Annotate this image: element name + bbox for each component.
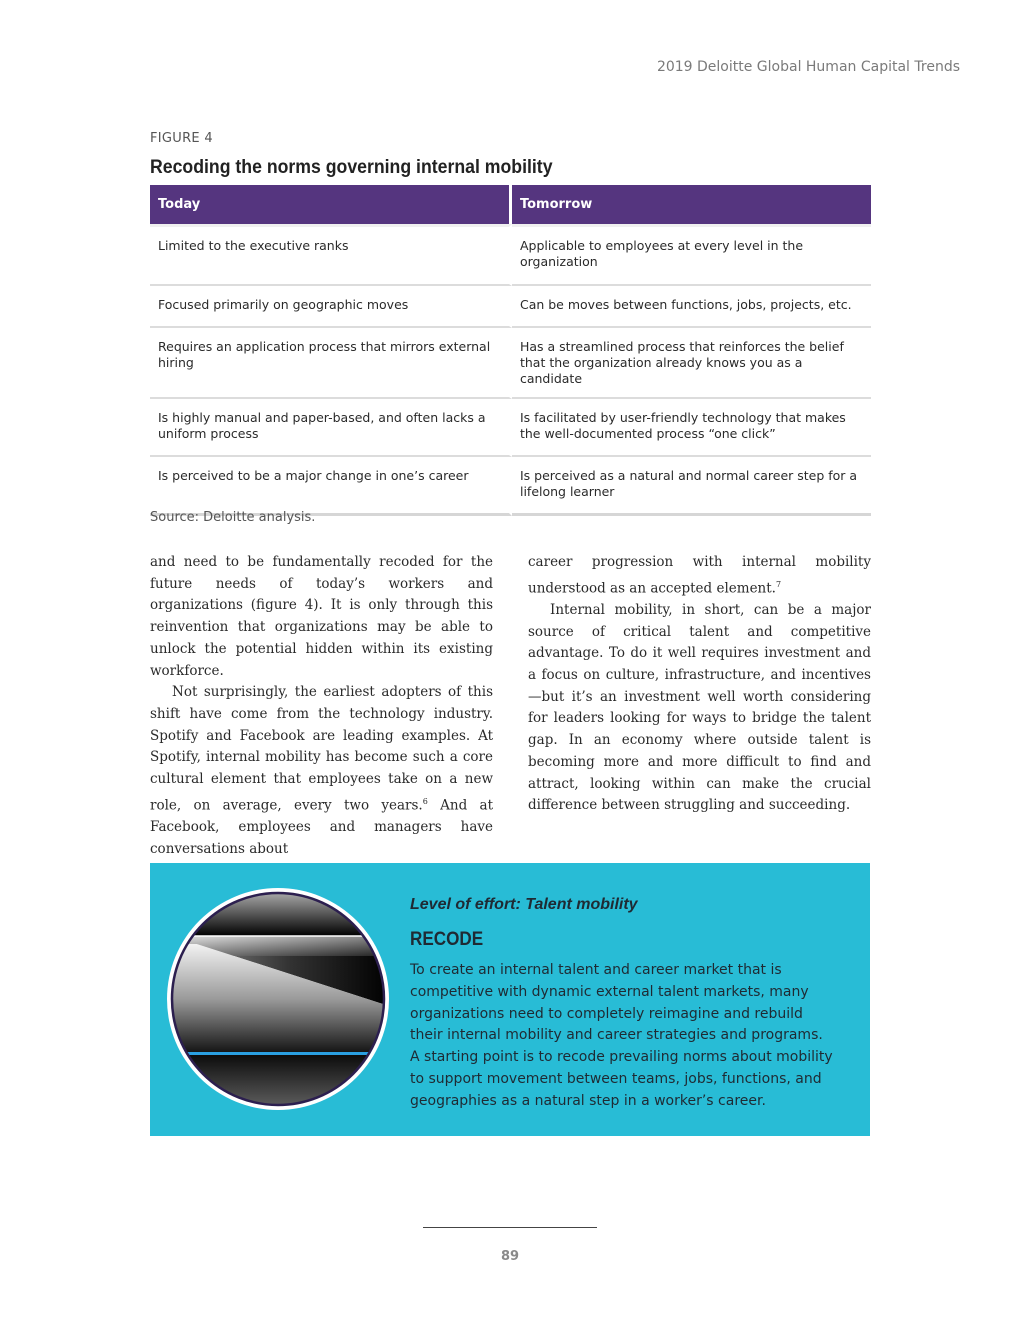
callout-heading: RECODE	[410, 929, 484, 950]
page-number: 89	[500, 1249, 520, 1264]
level-of-effort-callout	[150, 863, 870, 1136]
body-paragraph: Internal mobility, in short, can be a major source of critical talent and competitive advantage. To do it well requires investment and a focus on culture, infrastructure, and incentives—but it’s an investment well worth considering for leaders looking for ways to bridge the talent gap. In an economy where outside talent is becoming more and more difficult to find and attract, looking within can make the crucial difference between struggling and succeeding.	[528, 601, 871, 814]
running-header: 2019 Deloitte Global Human Capital Trends	[656, 59, 960, 75]
cell-today: Is perceived to be a major change in one’s career	[150, 457, 512, 516]
body-column-left	[150, 552, 493, 860]
table-row	[150, 457, 871, 516]
table-row	[150, 328, 871, 399]
column-header-today: Today	[150, 185, 512, 224]
cell-today: Is highly manual and paper-based, and often lacks a uniform process	[150, 399, 512, 457]
cell-today: Requires an application process that mirrors external hiring	[150, 328, 512, 399]
table-row	[150, 286, 871, 328]
body-text: And at Facebook, employees and managers have conversations about	[150, 797, 493, 857]
footer-divider	[423, 1227, 597, 1228]
endnote-ref[interactable]: 6	[422, 796, 428, 806]
cell-tomorrow: Has a streamlined process that reinforces the belief that the organization already knows you as a candidate	[512, 328, 871, 399]
cell-today: Focused primarily on geographic moves	[150, 286, 512, 328]
norms-table	[150, 185, 871, 516]
cell-tomorrow: Is perceived as a natural and normal career step for a lifelong learner	[512, 457, 871, 516]
body-paragraph: and need to be fundamentally recoded for the future needs of today’s workers and organizations (figure 4). It is only through this reinvention that organizations may be able to unlock the potential hidden within its existing workforce.	[150, 554, 493, 679]
figure-label: FIGURE 4	[150, 131, 213, 146]
body-column-right	[528, 552, 871, 817]
cell-today: Limited to the executive ranks	[150, 224, 512, 286]
table-row	[150, 224, 871, 286]
talent-mobility-illustration	[167, 888, 389, 1110]
cell-tomorrow: Is facilitated by user-friendly technology that makes the well-documented process “one click”	[512, 399, 871, 457]
table-header-row	[150, 185, 871, 224]
figure-source: Source: Deloitte analysis.	[150, 510, 316, 525]
figure-title: Recoding the norms governing internal mobility	[150, 157, 553, 178]
body-paragraph	[528, 552, 871, 600]
body-text: Not surprisingly, the earliest adopters of this shift have come from the technology industry. Spotify and Facebook are leading examples. At Spotify, internal mobility has become such a core cultural element that employees take on a new role, on average, every two years.	[150, 684, 493, 814]
table-row	[150, 399, 871, 457]
endnote-ref[interactable]: 7	[775, 579, 782, 589]
body-text: career progression with internal mobility understood as an accepted element.	[528, 554, 871, 597]
callout-body: To create an internal talent and career market that is competitive with dynamic external talent markets, many organizations need to completely reimagine and rebuild their internal mobility and career strategies and programs. A starting point is to recode prevailing norms about mobility to support movement between teams, jobs, functions, and geographies as a natural step in a worker’s career.	[410, 962, 833, 1109]
cell-tomorrow: Can be moves between functions, jobs, projects, etc.	[512, 286, 871, 328]
column-header-tomorrow: Tomorrow	[512, 185, 871, 224]
cell-tomorrow: Applicable to employees at every level in the organization	[512, 224, 871, 286]
callout-effort-label: Level of effort: Talent mobility	[410, 896, 638, 913]
body-paragraph	[150, 682, 493, 860]
